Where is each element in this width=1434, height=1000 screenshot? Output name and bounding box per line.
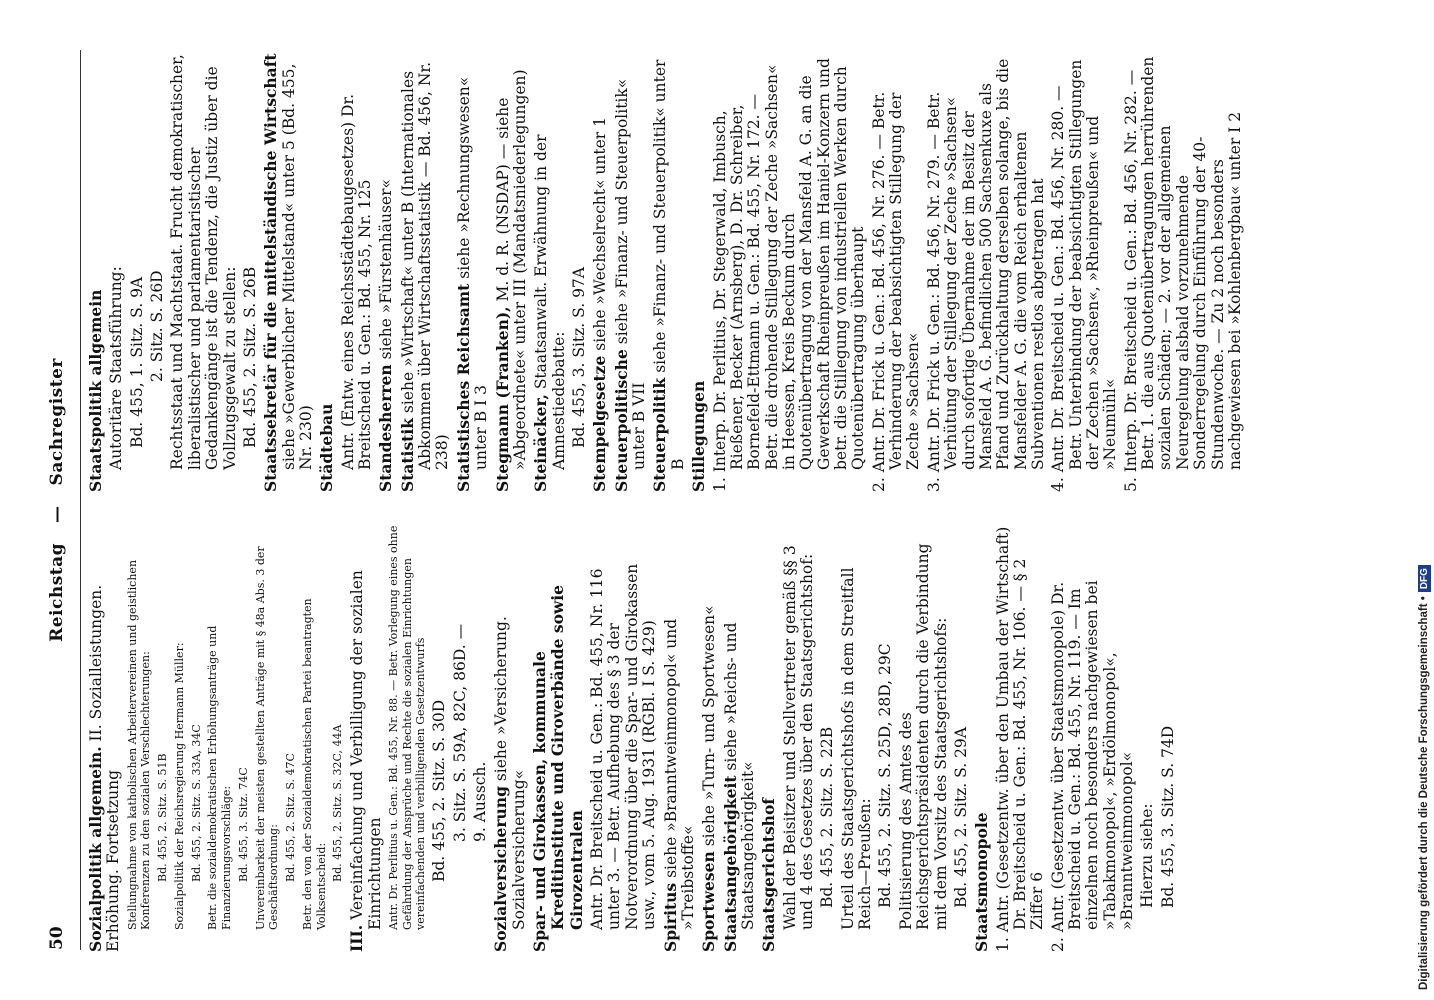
- entry-keyword: Staatsgerichtshof: [759, 798, 779, 952]
- index-entry: [169, 52, 238, 492]
- entry-text: siehe »Branntweinmonopol« und »Treibstoffe«: [661, 618, 697, 930]
- index-entry: [129, 52, 146, 492]
- index-entry: [973, 522, 991, 952]
- index-entry: [591, 52, 609, 492]
- index-entry: [472, 522, 489, 952]
- entry-text: Antr. Dr. Perlitius u. Gen.: Bd. 455, Nr. 88. — Betr. Vorlegung eines ohne Gefährdung der Ansprüche und Rechte die sozialen Einrichtungen vereinfachenden und verbilligenden Gesetzentwurfs: [386, 525, 428, 930]
- index-entry: [1123, 52, 1245, 492]
- index-entry: [712, 52, 868, 492]
- index-entry: [149, 52, 166, 492]
- entry-text: Urteil des Staatsgerichtshofs in dem Streitfall Reich—Preußen:: [838, 567, 875, 930]
- entry-text: Antr. (Entw. eines Reichsstädtebaugesetzes) Dr. Breitscheid u. Gen.: Bd. 455, Nr. 125: [338, 93, 375, 470]
- index-entry: [819, 522, 836, 952]
- index-entry: [377, 52, 395, 492]
- entry-text: siehe »Fürstenhäuser«: [377, 179, 396, 365]
- entry-text: Autoritäre Staatsführung:: [107, 266, 126, 470]
- entry-keyword: Spiritus: [660, 882, 680, 952]
- index-entry: [760, 522, 778, 952]
- index-entry: [331, 522, 345, 952]
- entry-keyword: Staatspolitik allgemein: [86, 289, 105, 492]
- document-page: [45, 30, 1385, 970]
- entry-text: 4. Antr. Dr. Breitscheid u. Gen.: Bd. 456, Nr. 280. — Betr. Unterbindung der beabsichtigten Stillegungen der Zechen »Sachsen«, »Rheinpreußen« und »Neumühl«: [1049, 59, 1120, 492]
- digitization-credit: [1418, 565, 1431, 990]
- entry-keyword: Stegmann (Franken),: [492, 306, 512, 492]
- entry-keyword: Staatsangehörigkeit: [720, 775, 740, 952]
- entry-text: siehe »Versicherung. Sozialversicherung«: [492, 616, 528, 930]
- entry-keyword: Statistisches Reichsamt: [453, 283, 473, 492]
- entry-text: Hierzu siehe:: [1138, 803, 1157, 908]
- entry-keyword: Steuerpolitische: [611, 349, 631, 492]
- index-entry: [301, 522, 329, 952]
- entry-text: 2. Antr. (Gesetzentw. über Staatsmonopole) Dr. Breitscheid u. Gen.: Bd. 455, Nr. 119. — Im einzelnen noch besonders nachgewiesen bei »Tabakmonopol«, »Erdölmonopol«, »Branntweinmonopol«: [1048, 580, 1137, 952]
- entry-text: Politisierung des Amtes des Reichsgerichtspräsidenten durch die Verbindung mit dem Vorsitz des Staatsgerichtshofs:: [896, 543, 950, 930]
- entry-keyword: Statistik: [397, 418, 417, 492]
- index-entry: [700, 522, 718, 952]
- entry-keyword: Staatsmonopole: [972, 812, 992, 952]
- credit-text: Digitalisierung gefördert durch die Deutsche Forschungsgemeinschaft •: [1418, 596, 1430, 990]
- entry-text: 3. Antr. Dr. Frick u. Gen.: Bd. 456, Nr. 279. — Betr. Verhütung der Stillegung der Zeche »Sachsen« durch sofortige Übernahme der im Besitz der Mansfeld A. G. befindlichen 500 Sachsenkuxe als Pfand und Zurückhaltung derselben solange, bis die Mansfelder A. G. die vom Reich erhaltenen Subventionen restlos abgetragen hat: [924, 58, 1047, 492]
- entry-keyword: Standesherren: [376, 364, 396, 492]
- index-entry: [431, 522, 448, 952]
- page-number: 50: [47, 926, 67, 950]
- entry-text: Vereinfachung und Verbilligung der sozialen Einrichtungen: [348, 570, 384, 930]
- index-entry: [877, 522, 894, 952]
- entry-text: Bd. 455, 2. Sitz. S. 33A, 34C: [189, 724, 203, 882]
- entry-keyword: III.: [347, 924, 367, 952]
- entry-text: siehe »Wirtschaft« unter B (Internationales Abkommen über Wirtschaftsstatistik — Bd. 456, Nr. 238): [398, 61, 452, 470]
- index-entry: [237, 522, 251, 952]
- index-entry: [284, 522, 298, 952]
- entry-text: Bd. 455, 3. Sitz. 74C: [236, 767, 250, 882]
- entry-text: Stellungnahme von katholischen Arbeitervereinen und geistlichen Konferenzen zu den sozialen Verschlechterungen:: [125, 559, 153, 930]
- index-entry: [206, 522, 234, 952]
- entry-text: Bd. 455, 2. Sitz. S. 26B: [240, 266, 259, 448]
- entry-keyword: Städtebau: [317, 403, 337, 492]
- entry-keyword: Steuerpolitik: [650, 377, 670, 492]
- index-entry: [613, 52, 649, 492]
- index-entry: [348, 522, 384, 952]
- entry-text: siehe »Wechselrecht« unter 1: [591, 117, 610, 356]
- index-entry: [156, 522, 170, 952]
- index-entry: [1160, 522, 1177, 952]
- index-entry: [782, 522, 817, 952]
- index-column-left: [87, 522, 1180, 952]
- index-entry: [108, 52, 125, 492]
- index-entry: [690, 52, 708, 492]
- entry-text: Wahl der Beisitzer und Stellvertreter gemäß §§ 3 und 4 des Gesetzes über den Staatsgerichtshof:: [780, 545, 817, 930]
- entry-text: 3. Sitz. S. 59A, 82C, 86D. —: [450, 623, 469, 842]
- index-entry: [340, 52, 375, 492]
- entry-text: siehe »Turn- und Sportwesen«: [700, 605, 719, 852]
- entry-text: Bd. 455, 2. Sitz. S. 47C: [284, 753, 298, 882]
- index-entry: [262, 52, 315, 492]
- index-entry: [532, 52, 568, 492]
- index-entry: [995, 522, 1047, 952]
- entry-text: 5. Interp. Dr. Breitscheid u. Gen.: Bd. 456, Nr. 282. — Betr. 1. die aus Quotenübertragungen herrührenden sozialen Schäden; — 2. vor der allgemeinen Neuregelung alsbald vorzunehmende Sonderregelung durch Einführung der 40-Stundenwoche. — Zu 2 noch besonders nachgewiesen bei »Kohlenbergbau« unter I 2: [1121, 56, 1244, 492]
- running-title: [47, 50, 67, 950]
- entry-text: 1. Antr. (Gesetzentw. über den Umbau der Wirtschaft) Dr. Breitscheid u. Gen.: Bd. 455, Nr. 106. — § 2 Ziffer 6: [993, 526, 1047, 952]
- index-entry: [531, 522, 586, 952]
- entry-text: 1. Interp. Dr. Perlitius, Dr. Stegerwald, Imbusch, Rießener, Becker (Arnsberg), D. Dr. Schreiber, Bornefeld-Ettmann u. Gen.: Bd. 455, Nr. 172. — Betr. die drohende Stillegung der Zeche »Sachsen« in Heessen, Kreis Beckum durch Quotenübertragung von der Mansfeld A. G. an die Gewerkschaft Rheinpreußen im Haniel-Konzern und betr. die Stillegung von industriellen Werken durch Quotenübertragung überhaupt: [710, 58, 868, 492]
- entry-text: siehe »Reichs- und Staatsangehörigkeit«: [721, 622, 757, 930]
- index-entry: [926, 52, 1048, 492]
- header-rule: [80, 50, 81, 950]
- entry-text: II. Sozialleistungen. Erhöhung. Fortsetzung: [87, 584, 123, 952]
- index-entry: [387, 522, 428, 952]
- entry-text: siehe »Finanz- und Steuerpolitik« unter B: [651, 59, 687, 470]
- index-entry: [871, 52, 923, 492]
- index-entry: [87, 522, 123, 952]
- entry-keyword: Staatssekretär für die mittelständische Wirtschaft: [261, 53, 281, 492]
- index-entry: [399, 52, 452, 492]
- dfg-logo: DFG: [1418, 565, 1431, 592]
- index-entry: [1050, 522, 1137, 952]
- entry-keyword: Steinäcker,: [531, 394, 551, 492]
- running-title-dash: —: [47, 505, 67, 523]
- index-entry: [190, 522, 204, 952]
- entry-text: Betr. die sozialdemokratischen Erhöhungsanträge und Finanzierungsvorschläge:: [206, 625, 234, 930]
- entry-text: Betr. den von der Sozialdemokratischen Partei beantragten Volksentscheid:: [300, 598, 328, 930]
- entry-text: Unvereinbarkeit der meisten gestellten Anträge mit § 48a Abs. 3 der Geschäftsordnung:: [253, 546, 281, 930]
- entry-keyword: Sozialversicherung: [491, 786, 511, 952]
- index-entry: [452, 522, 469, 952]
- page-header: [47, 50, 77, 950]
- entry-keyword: Stempelgesetze: [590, 355, 610, 492]
- entry-text: 2. Antr. Dr. Frick u. Gen.: Bd. 456, Nr. 276. — Betr. Verhinderung der beabsichtigten Stillegung der Zeche »Sachsen«: [869, 91, 923, 492]
- index-entry: [953, 522, 970, 952]
- index-entry: [840, 522, 875, 952]
- entry-keyword: Sportwesen: [699, 851, 719, 952]
- entry-text: Bd. 455, 2. Sitz. S. 25D, 28D, 29C: [876, 643, 895, 908]
- entry-text: Antr. Dr. Breitscheid u. Gen.: Bd. 455, Nr. 116 unter 3. — Betr. Aufhebung des § 3 der Notverordnung über die Spar- und Girokassen usw., vom 5. Aug. 1931 (RGBl. I S. 429): [588, 563, 659, 930]
- index-entry: [455, 52, 491, 492]
- index-entry: [242, 52, 259, 492]
- entry-keyword: Spar- und Girokassen, kommunale Kreditinstitute und Giroverbände sowie Girozentralen: [529, 584, 586, 952]
- entry-text: siehe »Gewerblicher Mittelstand« unter 5 (Bd. 455, Nr. 230): [279, 63, 315, 470]
- index-entry: [662, 522, 698, 952]
- entry-text: Bd. 455, 1. Sitz. S. 9A: [127, 276, 146, 448]
- index-entry: [126, 522, 154, 952]
- entry-text: Sozialpolitik der Reichsregierung Hermann Müller:: [172, 642, 186, 930]
- entry-text: Bd. 455, 2. Sitz. S. 29A: [951, 727, 970, 908]
- running-title-left: Reichstag: [47, 542, 67, 642]
- index-entry: [651, 52, 687, 492]
- index-entry: [589, 522, 658, 952]
- index-entry: [1139, 522, 1156, 952]
- index-entry: [1050, 52, 1119, 492]
- index-entry: [87, 52, 105, 492]
- index-column-right: [87, 52, 1247, 492]
- entry-text: 9. Aussch.: [470, 761, 489, 842]
- entry-text: Bd. 455, 2. Sitz. S. 32C, 44A: [331, 724, 345, 882]
- entry-text: Bd. 455, 3. Sitz. S. 97A: [569, 267, 588, 448]
- running-title-right: Sachregister: [47, 358, 67, 486]
- index-entry: [571, 52, 588, 492]
- entry-keyword: Sozialpolitik allgemein.: [86, 746, 105, 952]
- entry-text: Bd. 455, 2. Sitz. S. 51B: [156, 753, 170, 882]
- index-entry: [173, 522, 187, 952]
- index-entry: [492, 522, 528, 952]
- entry-text: 2. Sitz. S. 26D: [148, 270, 167, 382]
- entry-text: Staatsanwalt. Erwähnung in der Amnestiedebatte:: [532, 134, 568, 470]
- entry-text: siehe »Finanz- und Steuerpolitik« unter B VII: [612, 78, 649, 470]
- index-entry: [254, 522, 282, 952]
- index-entry: [722, 522, 758, 952]
- index-entry: [318, 52, 336, 492]
- entry-text: Bd. 455, 3. Sitz. S. 74D: [1158, 725, 1177, 908]
- entry-text: Bd. 455, 2. Sitz. S. 22B: [818, 726, 837, 908]
- entry-text: Bd. 455, 2. Sitz. S. 30D: [430, 699, 449, 882]
- entry-keyword: Stillegungen: [689, 380, 709, 492]
- entry-text: Rechtsstaat und Machtstaat. Frucht demokratischer, liberalistischer und parlamentaristischer Gedankengänge ist die Tendenz, die Justiz über die Vollzugsgewalt zu stellen:: [168, 54, 239, 470]
- index-entry: [494, 52, 530, 492]
- entry-text: siehe »Rechnungswesen« unter B I 3: [454, 76, 491, 470]
- index-entry: [898, 522, 950, 952]
- entry-text: M. d. R. (NSDAP) — siehe »Abgeordnete« unter III (Mandatsniederlegungen): [493, 69, 529, 470]
